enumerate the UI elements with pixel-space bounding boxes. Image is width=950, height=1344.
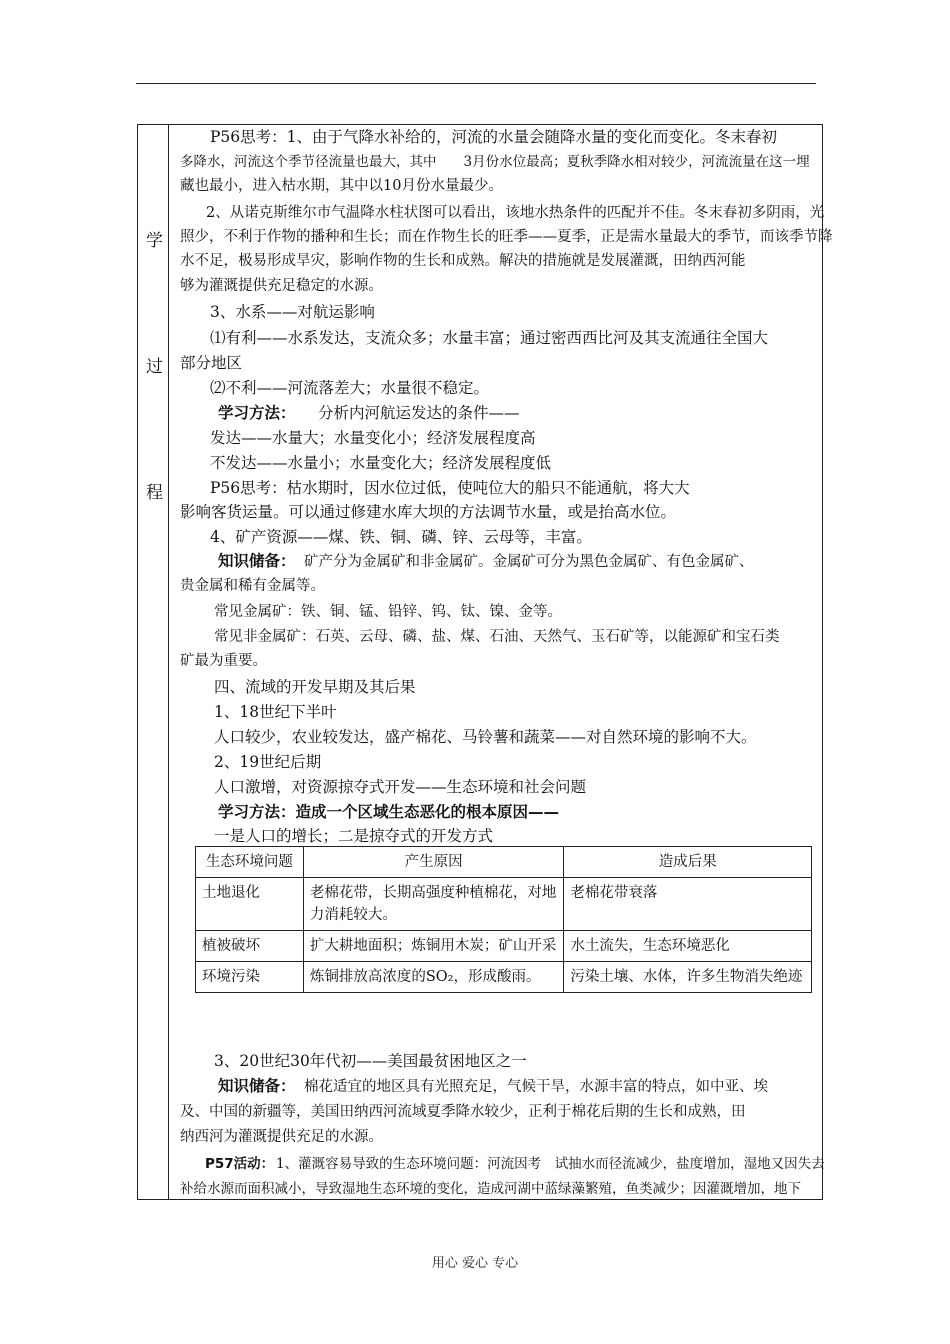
text-line: 2、19世纪后期 [214,753,322,771]
table-row [196,962,812,993]
section-heading: 四、流域的开发早期及其后果 [214,678,416,696]
text-line: 水不足，极易形成旱灾，影响作物的生长和成熟。解决的措施就是发展灌溉，田纳西河能 [180,253,746,269]
side-label-char: 过 [146,357,163,377]
section-heading: 3、水系——对航运影响 [210,303,375,321]
text-line: 够为灌溉提供充足稳定的水源。 [180,278,383,294]
text-line: P56思考：1、由于气降水补给的，河流的水量会随降水量的变化而变化。冬末春初 [210,128,778,146]
text-line: 纳西河为灌溉提供充足的水源。 [180,1129,383,1145]
text-line: 及、中国的新疆等，美国田纳西河流域夏季降水较少，正利于棉花后期的生长和成熟，田 [180,1104,746,1120]
text-line: ⑵不利——河流落差大；水量很不稳定。 [210,379,490,397]
knowledge-label: 知识储备： [218,1077,296,1095]
activity-label: P57活动： [205,1156,275,1172]
method-line: 学习方法：造成一个区域生态恶化的根本原因—— [218,803,560,821]
table-header: 生态环境问题 [196,847,304,878]
text-line: 棉花适宜的地区具有光照充足，气候干旱，水源丰富的特点，如中亚、埃 [304,1079,768,1095]
section-heading: 4、矿产资源——煤、铁、铜、磷、锌、云母等，丰富。 [210,528,592,546]
text-line: 人口激增，对资源掠夺式开发——生态环境和社会问题 [214,778,587,796]
table-header-row [196,847,812,878]
page-footer: 用心 爱心 专心 [431,1256,519,1271]
table-row [196,931,812,962]
text-line: 藏也最小，进入枯水期，其中以10月份水量最少。 [180,178,503,194]
section-heading: 3、20世纪30年代初——美国最贫困地区之一 [214,1052,527,1070]
table-header: 产生原因 [303,847,564,878]
text-line: 人口较少，农业较发达，盛产棉花、马铃薯和蔬菜——对自然环境的影响不大。 [214,728,757,746]
text-line: 影响客货运量。可以通过修建水库大坝的方法调节水量，或是抬高水位。 [180,503,677,521]
text-line: 发达——水量大；水量变化小；经济发展程度高 [210,429,536,447]
text-line: P56思考：枯水期时，因水位过低，使吨位大的船只不能通航，将大大 [210,479,690,497]
text-line: 不发达——水量小；水量变化大；经济发展程度低 [210,454,552,472]
side-label-char: 学 [146,231,163,251]
side-label-column [137,124,169,1200]
text-line: 矿最为重要。 [180,653,267,669]
table-cell: 土地退化 [196,878,304,931]
table-cell: 炼铜排放高浓度的SO₂，形成酸雨。 [303,962,564,993]
method-label: 学习方法： [218,404,296,422]
table-cell: 污染土壤、水体，许多生物消失绝迹 [564,962,812,993]
table-cell: 扩大耕地面积；炼铜用木炭；矿山开采 [303,931,564,962]
text-line: 部分地区 [180,354,243,372]
text-line: 贵金属和稀有金属等。 [180,578,325,594]
text-line: 矿产分为金属矿和非金属矿。金属矿可分为黑色金属矿、有色金属矿、 [304,554,754,570]
table-cell: 老棉花带，长期高强度种植棉花，对地力消耗较大。 [303,878,564,931]
table-cell: 环境污染 [196,962,304,993]
header-rule [136,83,816,84]
table-cell: 水土流失，生态环境恶化 [564,931,812,962]
text-line: ⑴有利——水系发达，支流众多；水量丰富；通过密西西比河及其支流通往全国大 [210,329,769,347]
knowledge-label: 知识储备： [218,552,296,570]
table-row [196,878,812,931]
text-line: 分析内河航运发达的条件—— [318,404,520,422]
text-line: 一是人口的增长；二是掠夺式的开发方式 [214,827,494,845]
text-line: 常见非金属矿：石英、云母、磷、盐、煤、石油、天然气、玉石矿等，以能源矿和宝石类 [214,629,780,645]
text-line: 补给水源而面积减小，导致湿地生态环境的变化，造成河湖中蓝绿藻繁殖，鱼类减少；因灌溉增加，地下 [180,1181,801,1197]
table-header: 造成后果 [564,847,812,878]
table-cell: 植被破坏 [196,931,304,962]
table-cell: 老棉花带衰落 [564,878,812,931]
text-line: 1、灌溉容易导致的生态环境问题：河流因考 试抽水而径流减少，盐度增加，湿地又因失去 [276,1156,825,1172]
text-line: 2、从诺克斯维尔市气温降水柱状图可以看出，该地水热条件的匹配并不佳。冬末春初多阴雨，光 [206,205,825,221]
text-line: 多降水，河流这个季节径流量也最大，其中 3月份水位最高；夏秋季降水相对较少，河流流量在这一埋 [180,154,810,170]
text-line: 照少，不利于作物的播种和生长；而在作物生长的旺季——夏季，正是需水量最大的季节，而该季节降 [180,229,833,245]
side-label-char: 程 [146,483,163,503]
text-line: 常见金属矿：铁、铜、锰、铅锌、钨、钛、镍、金等。 [214,604,562,620]
text-line: 1、18世纪下半叶 [214,703,337,721]
eco-problem-table [195,846,812,993]
